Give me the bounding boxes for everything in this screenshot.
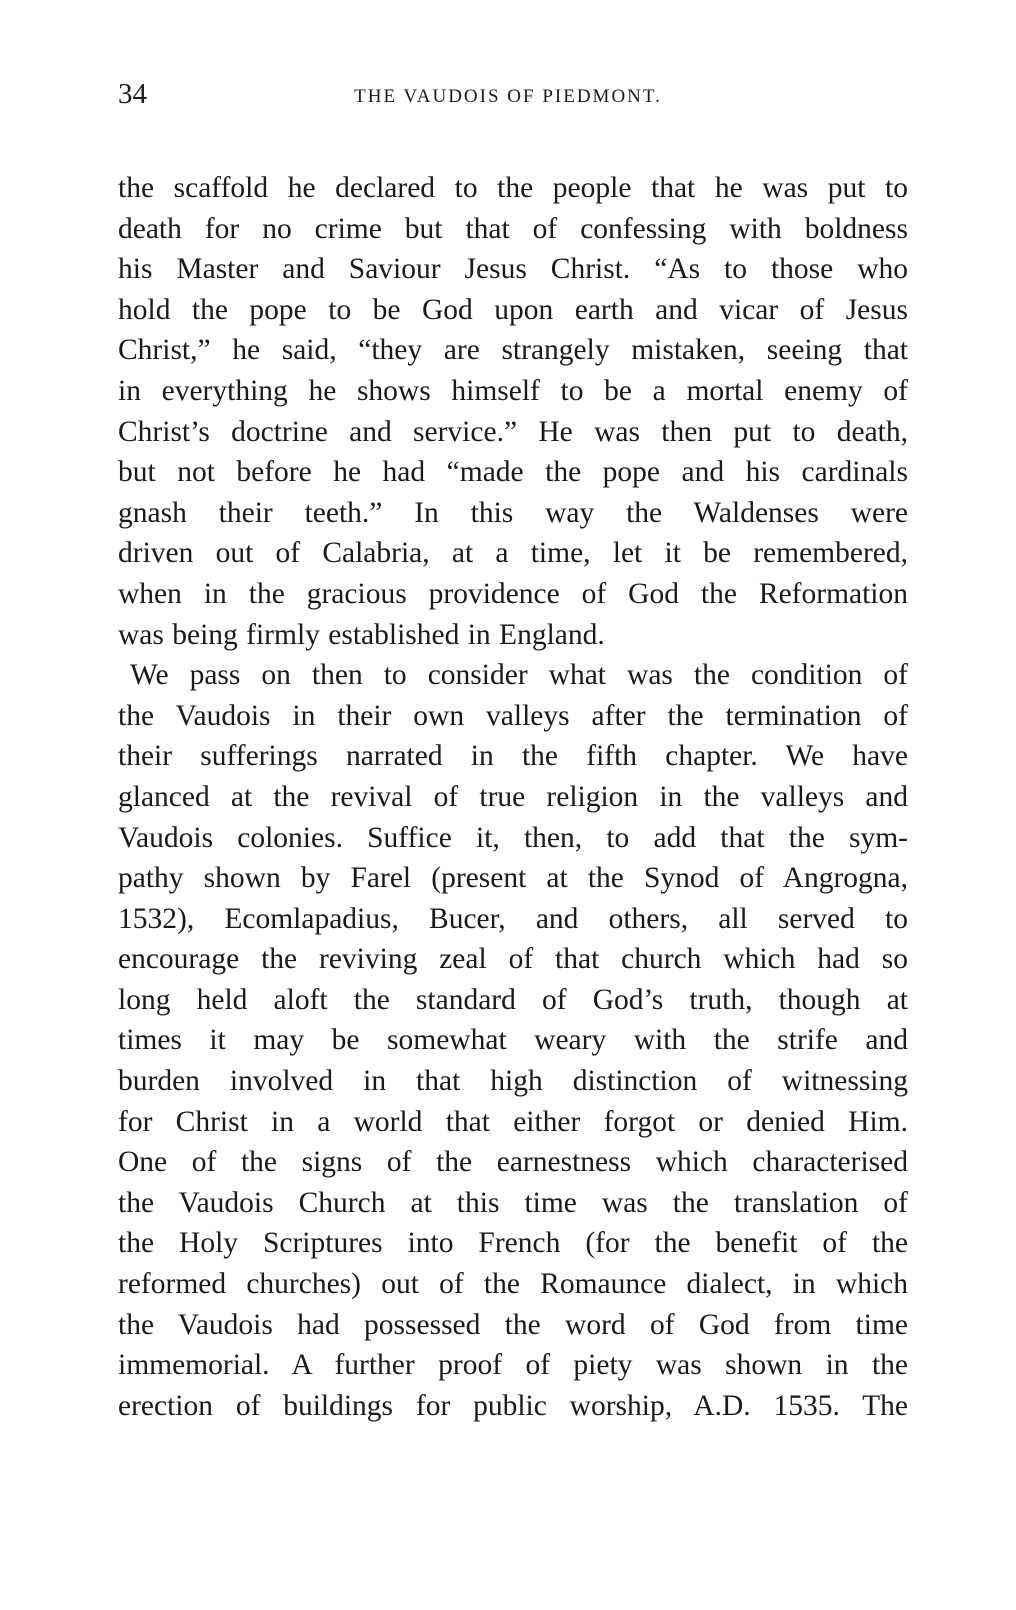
text-line: times it may be somewhat weary with the strife and (118, 1024, 908, 1057)
page-number: 34 (118, 78, 147, 110)
running-title: THE VAUDOIS OF PIEDMONT. (354, 86, 662, 107)
paragraph (118, 655, 908, 1426)
page-body (118, 168, 908, 1426)
text-line: but not before he had “made the pope and his cardinals (118, 456, 908, 489)
text-line: Christ’s doctrine and service.” He was then put to death, (118, 415, 908, 448)
text-line: the Vaudois had possessed the word of God from time (118, 1308, 908, 1341)
text-line: reformed churches) out of the Romaunce dialect, in which (118, 1268, 908, 1301)
text-line: glanced at the revival of true religion in the valleys and (118, 780, 908, 813)
text-line: the Vaudois in their own valleys after the termination of (118, 699, 908, 732)
text-line: when in the gracious providence of God the Reformation (118, 577, 908, 610)
text-line: in everything he shows himself to be a mortal enemy of (118, 374, 908, 407)
text-line: death for no crime but that of confessing with boldness (118, 212, 908, 245)
text-line: gnash their teeth.” In this way the Waldenses were (118, 496, 908, 529)
text-line: immemorial. A further proof of piety was shown in the (118, 1349, 908, 1382)
text-line: the scaffold he declared to the people that he was put to (118, 172, 908, 204)
text-line: long held aloft the standard of God’s truth, though at (118, 983, 908, 1016)
text-line: their sufferings narrated in the fifth chapter. We have (118, 740, 908, 773)
text-line: was being firmly established in England. (118, 618, 605, 651)
text-line: the Holy Scriptures into French (for the benefit of the (118, 1227, 908, 1260)
text-line: Christ,” he said, “they are strangely mistaken, seeing that (118, 334, 908, 367)
text-line: hold the pope to be God upon earth and vicar of Jesus (118, 293, 908, 326)
text-line: encourage the reviving zeal of that church which had so (118, 943, 908, 976)
text-line: burden involved in that high distinction of witnessing (118, 1065, 908, 1098)
text-line: the Vaudois Church at this time was the translation of (118, 1186, 908, 1219)
text-line: for Christ in a world that either forgot or denied Him. (118, 1105, 908, 1138)
text-line: Vaudois colonies. Suffice it, then, to add that the sym- (118, 821, 908, 854)
text-line: 1532), Ecomlapadius, Bucer, and others, all served to (118, 902, 908, 935)
text-line: One of the signs of the earnestness which characterised (118, 1146, 908, 1179)
paragraph (118, 168, 908, 655)
text-line: erection of buildings for public worship, A.D. 1535. The (118, 1389, 908, 1422)
text-line: pathy shown by Farel (present at the Synod of Angrogna, (118, 862, 908, 895)
text-line: driven out of Calabria, at a time, let it be remembered, (118, 537, 908, 570)
text-line: his Master and Saviour Jesus Christ. “As to those who (118, 253, 908, 286)
text-line: We pass on then to consider what was the condition of (130, 659, 908, 692)
